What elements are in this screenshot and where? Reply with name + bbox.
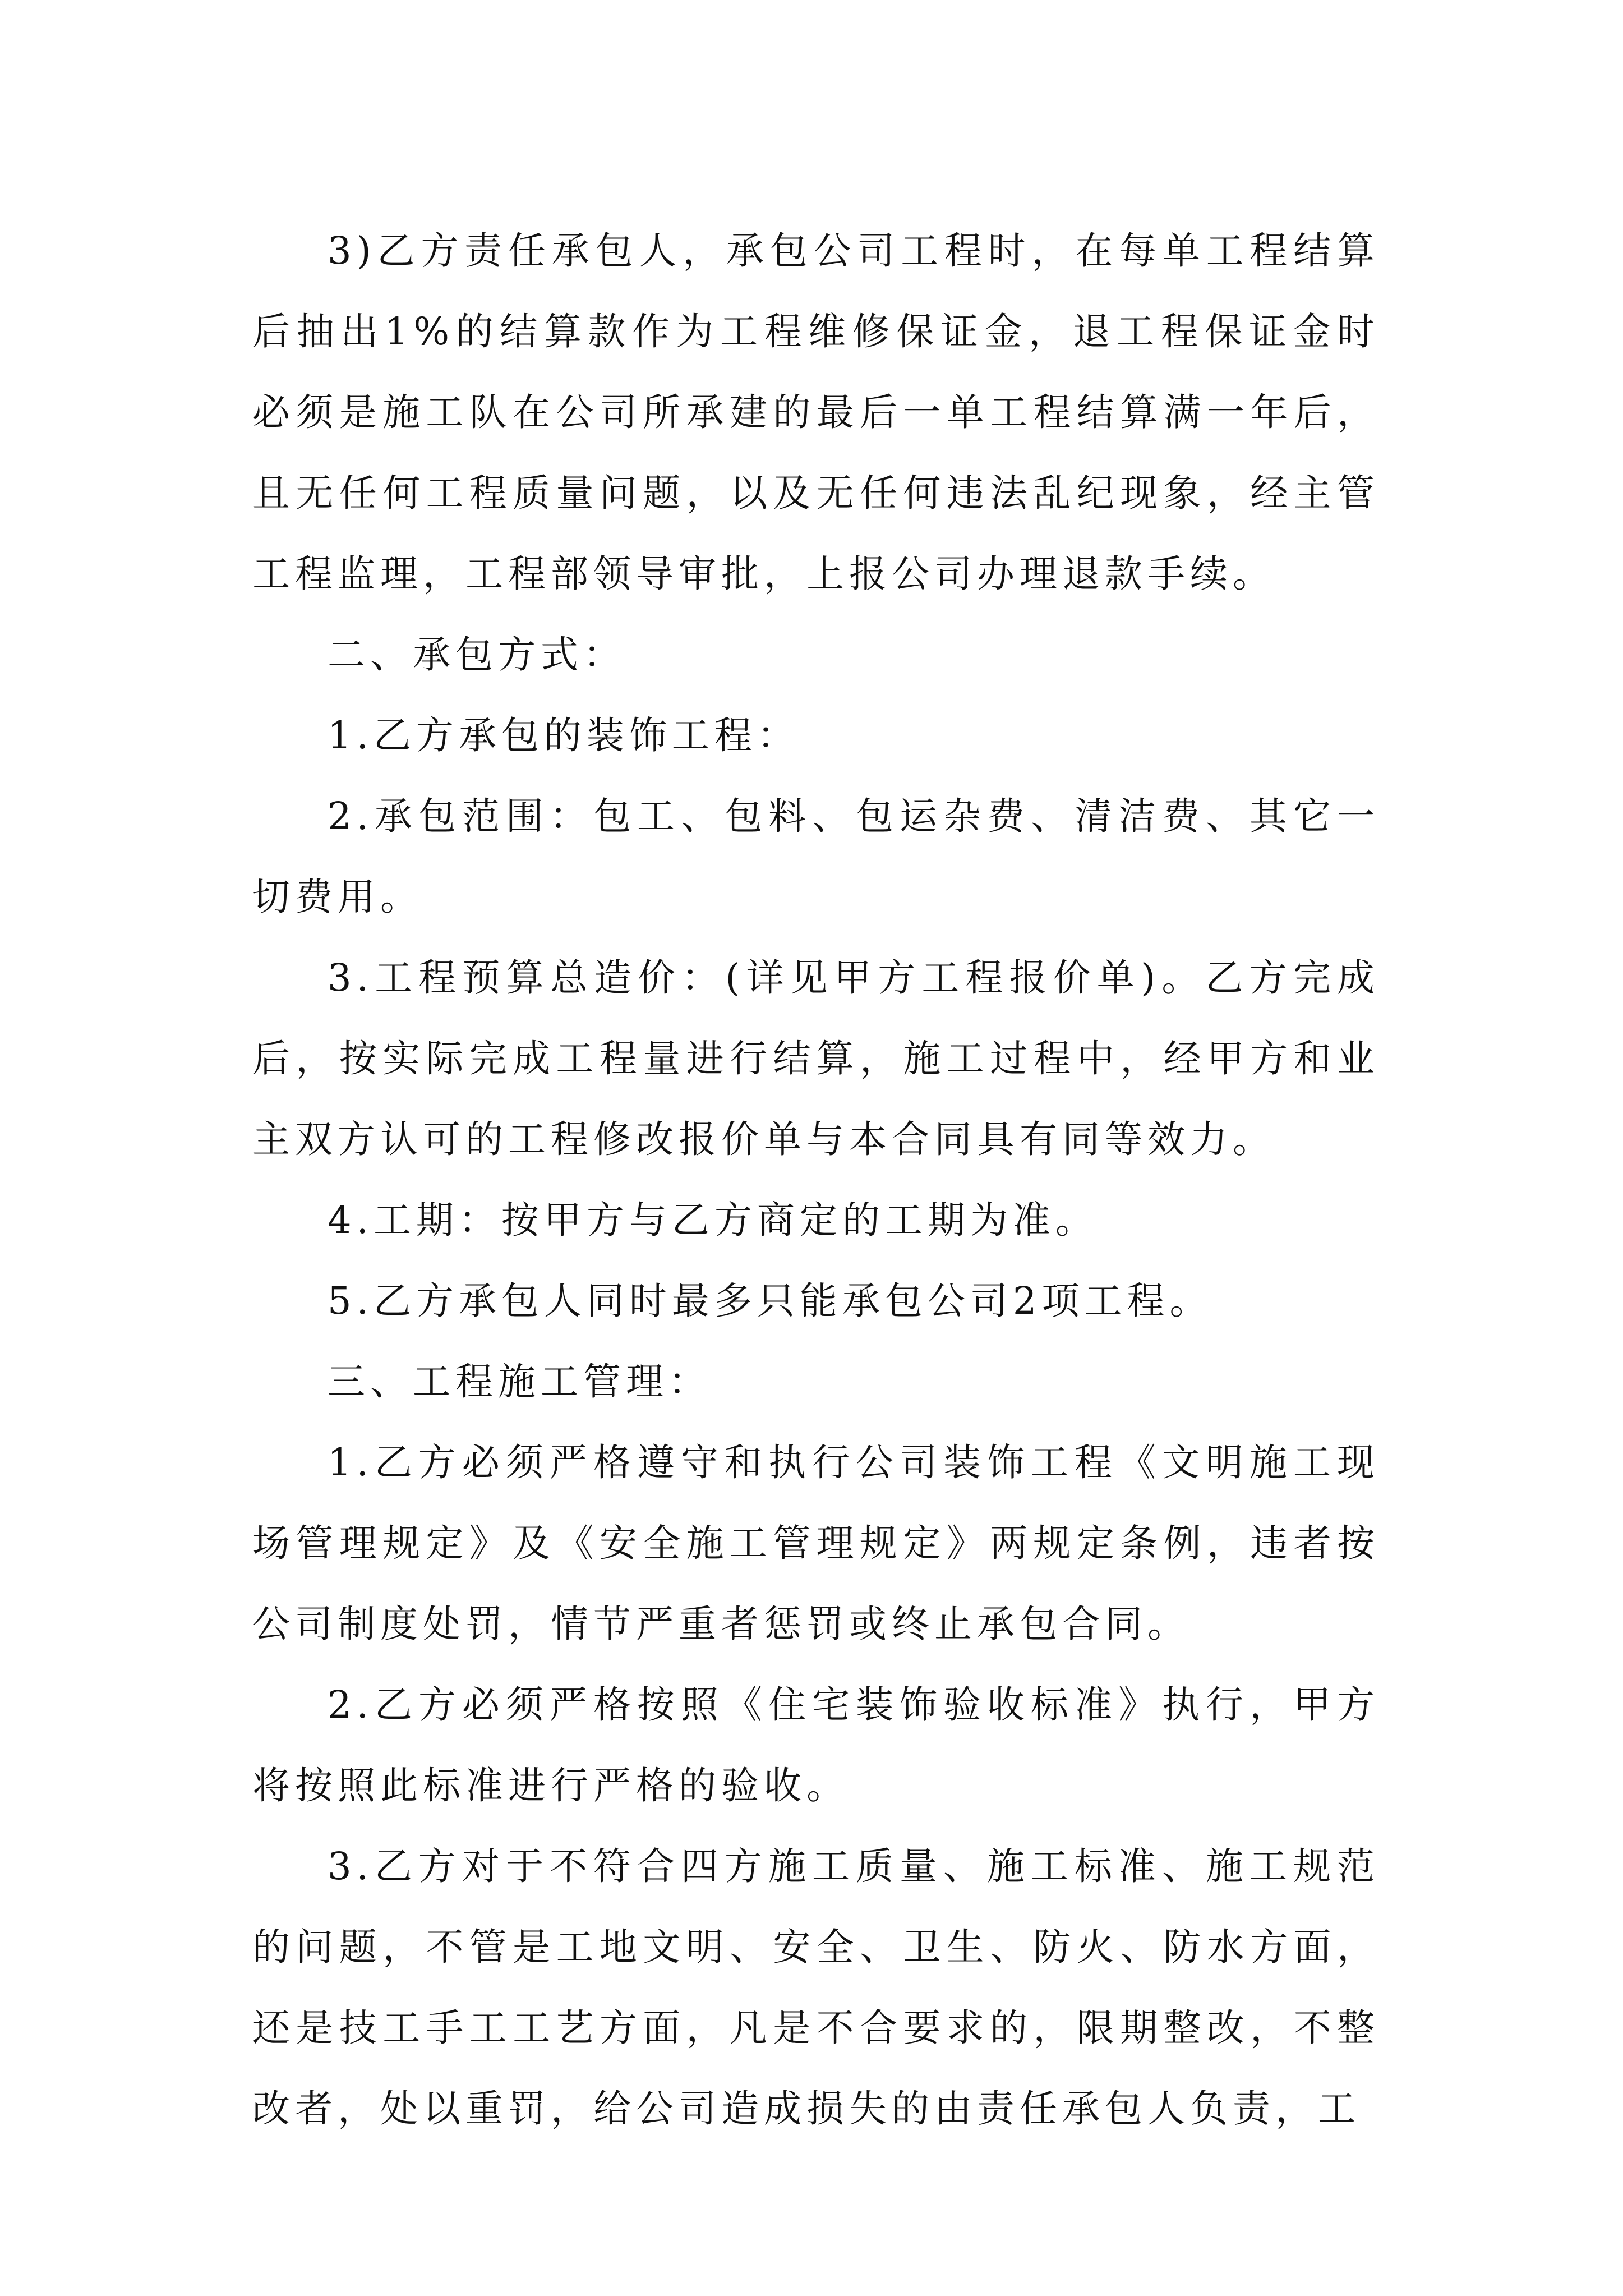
paragraph-contract-scope: 2.承包范围：包工、包料、包运杂费、清洁费、其它一切费用。 [252,794,1380,919]
heading-construction-management: 三、工程施工管理： [328,1360,711,1404]
paragraph-site-regulations: 1.乙方必须严格遵守和执行公司装饰工程《文明施工现场管理规定》及《安全施工管理规定》两规定条例，违者按公司制度处罚，情节严重者惩罚或终止承包合同。 [252,1441,1380,1646]
paragraph-budget-total: 3.工程预算总造价：(详见甲方工程报价单)。乙方完成后，按实际完成工程量进行结算，施工过程中，经甲方和业主双方认可的工程修改报价单与本合同具有同等效力。 [252,956,1380,1161]
paragraph-guarantee-deposit: 3)乙方责任承包人，承包公司工程时，在每单工程结算后抽出1%的结算款作为工程维修保证金，退工程保证金时必须是施工队在公司所承建的最后一单工程结算满一年后，且无任何工程质量问题，以及无任何违法乱纪现象，经主管工程监理，工程部领导审批，上报公司办理退款手续。 [252,229,1380,596]
paragraph-acceptance-standard: 2.乙方必须严格按照《住宅装饰验收标准》执行，甲方将按照此标准进行严格的验收。 [252,1683,1380,1807]
paragraph-project-limit: 5.乙方承包人同时最多只能承包公司2项工程。 [328,1279,1212,1323]
heading-contract-method: 二、承包方式： [328,633,626,677]
paragraph-decoration-project: 1.乙方承包的装饰工程： [328,714,800,757]
document-body [252,210,1380,2149]
paragraph-schedule: 4.工期：按甲方与乙方商定的工期为准。 [328,1198,1098,1242]
paragraph-quality-issues: 3.乙方对于不符合四方施工质量、施工标准、施工规范的问题，不管是工地文明、安全、卫生、防火、防水方面，还是技工手工工艺方面，凡是不合要求的，限期整改，不整改者，处以重罚，给公司造成损失的由责任承包人负责，工 [252,1844,1380,2131]
